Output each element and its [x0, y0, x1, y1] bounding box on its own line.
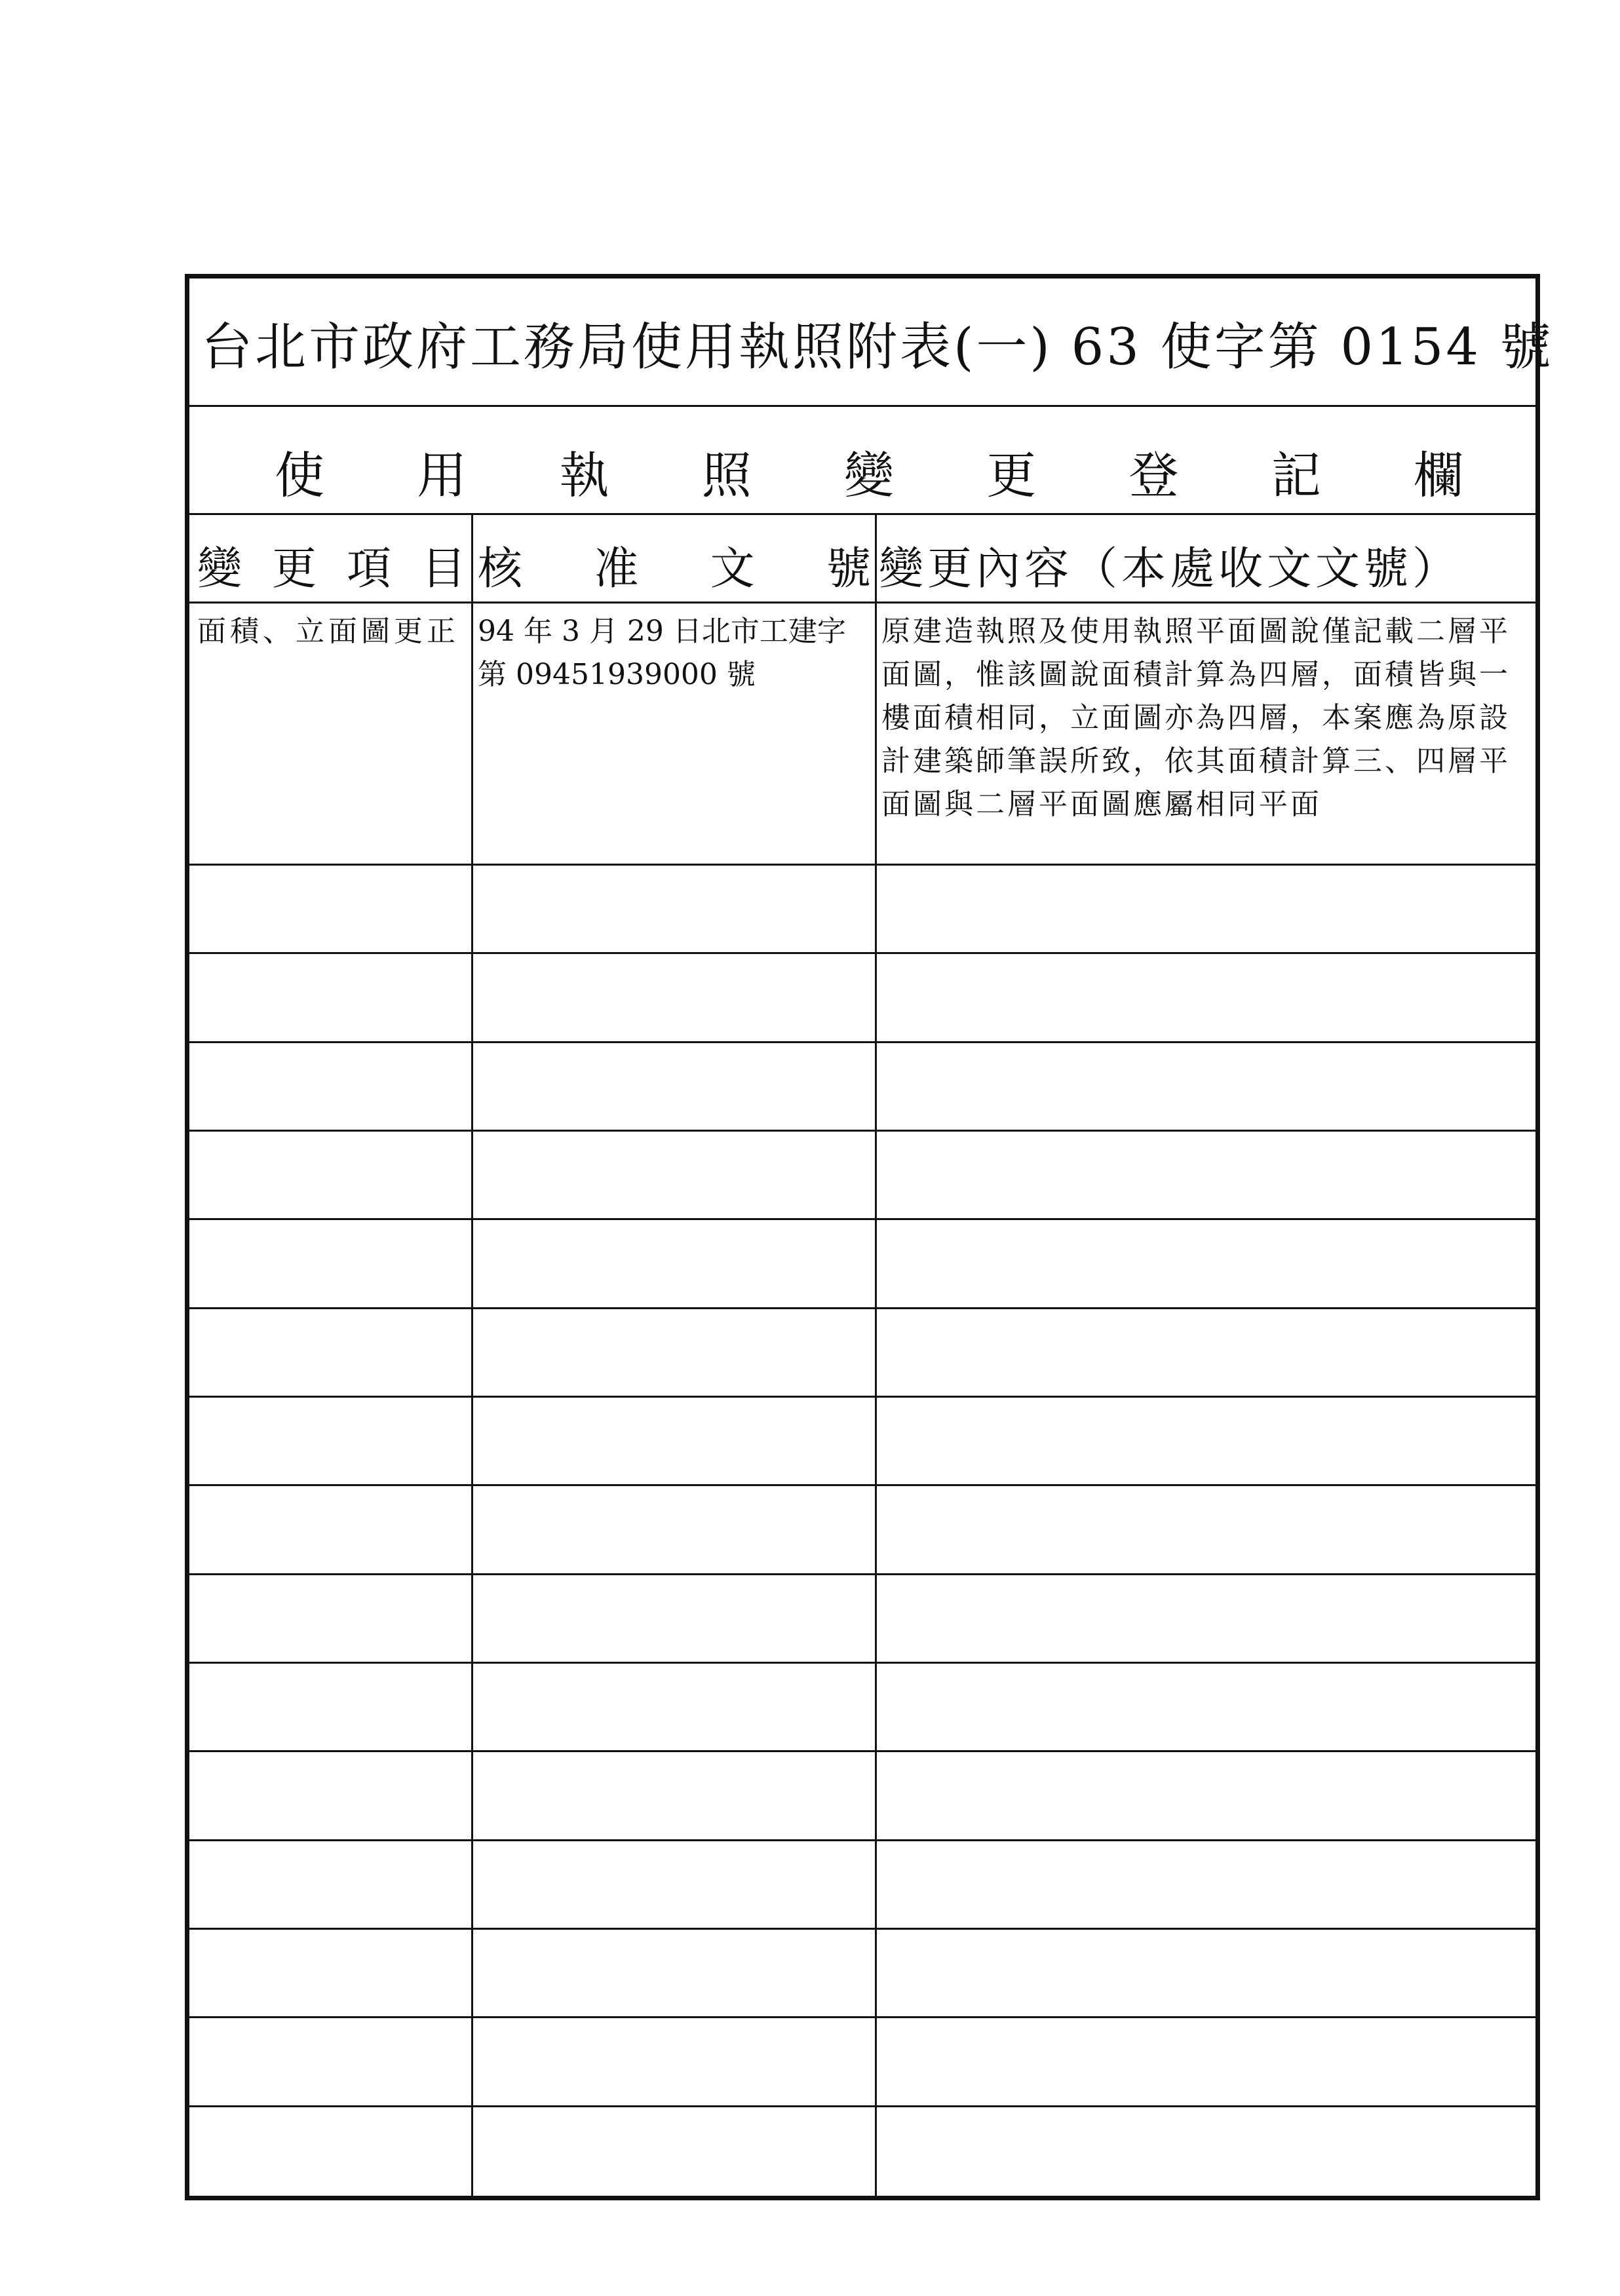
- table-row: [189, 866, 1535, 954]
- table-row: [189, 603, 1535, 866]
- column-header-content: 變更內容（本處收文文號）: [879, 543, 1461, 595]
- table-row: [189, 1841, 1535, 1930]
- section-title-char: 更: [986, 446, 1037, 505]
- header-char: 項: [346, 543, 391, 595]
- section-title-char: 登: [1128, 446, 1179, 505]
- table-row: [189, 1930, 1535, 2018]
- section-title-char: 照: [701, 446, 752, 505]
- header-char: 目: [421, 543, 466, 595]
- table-row: [189, 1486, 1535, 1575]
- section-title-char: 欄: [1414, 446, 1463, 505]
- header-char: 更: [271, 543, 317, 595]
- table-row: [189, 1132, 1535, 1220]
- section-title-char: 變: [844, 446, 894, 505]
- column-divider: [471, 515, 473, 2196]
- section-title-char: 用: [417, 446, 467, 505]
- column-header-item: [197, 533, 466, 597]
- header-char: 准: [594, 543, 639, 595]
- section-title-char: 記: [1271, 446, 1321, 505]
- header-char: 文: [710, 543, 755, 595]
- header-char: 號: [826, 543, 871, 595]
- table-row: [189, 1309, 1535, 1398]
- section-title-char: 執: [559, 446, 609, 505]
- section-row: [189, 407, 1535, 515]
- change-content-cell: 原建造執照及使用執照平面圖說僅記載二層平面圖，惟該圖說面積計算為四層，面積皆與一樓面積相同，立面圖亦為四層，本案應為原設計建築師筆誤所致，依其面積計算三、四層平面圖與二層平面圖應屬相同平面: [881, 615, 1511, 821]
- table-row: [189, 1664, 1535, 1752]
- table-row: [189, 1752, 1535, 1841]
- column-header-approval: [478, 533, 871, 597]
- table-row: [189, 1398, 1535, 1486]
- column-header-row: [189, 515, 1535, 603]
- change-registration-form: [185, 274, 1554, 2200]
- header-char: 變: [197, 543, 242, 595]
- header-char: 核: [478, 543, 523, 595]
- column-divider: [875, 515, 877, 2196]
- section-title-char: 使: [275, 446, 324, 505]
- title-row: [189, 278, 1554, 407]
- table-row: [189, 1575, 1535, 1664]
- change-item-cell: 面積、立面圖更正: [197, 615, 459, 648]
- table-row: [189, 2107, 1535, 2196]
- approval-number-cell: 94 年 3 月 29 日北市工建字第 09451939000 號: [478, 615, 846, 691]
- section-title: [189, 436, 1535, 507]
- table-row: [189, 2018, 1535, 2107]
- table-row: [189, 1220, 1535, 1309]
- form-title: 台北市政府工務局使用執照附表(一) 63 使字第 0154 號: [201, 318, 1554, 377]
- table-row: [189, 1043, 1535, 1132]
- table-row: [189, 954, 1535, 1043]
